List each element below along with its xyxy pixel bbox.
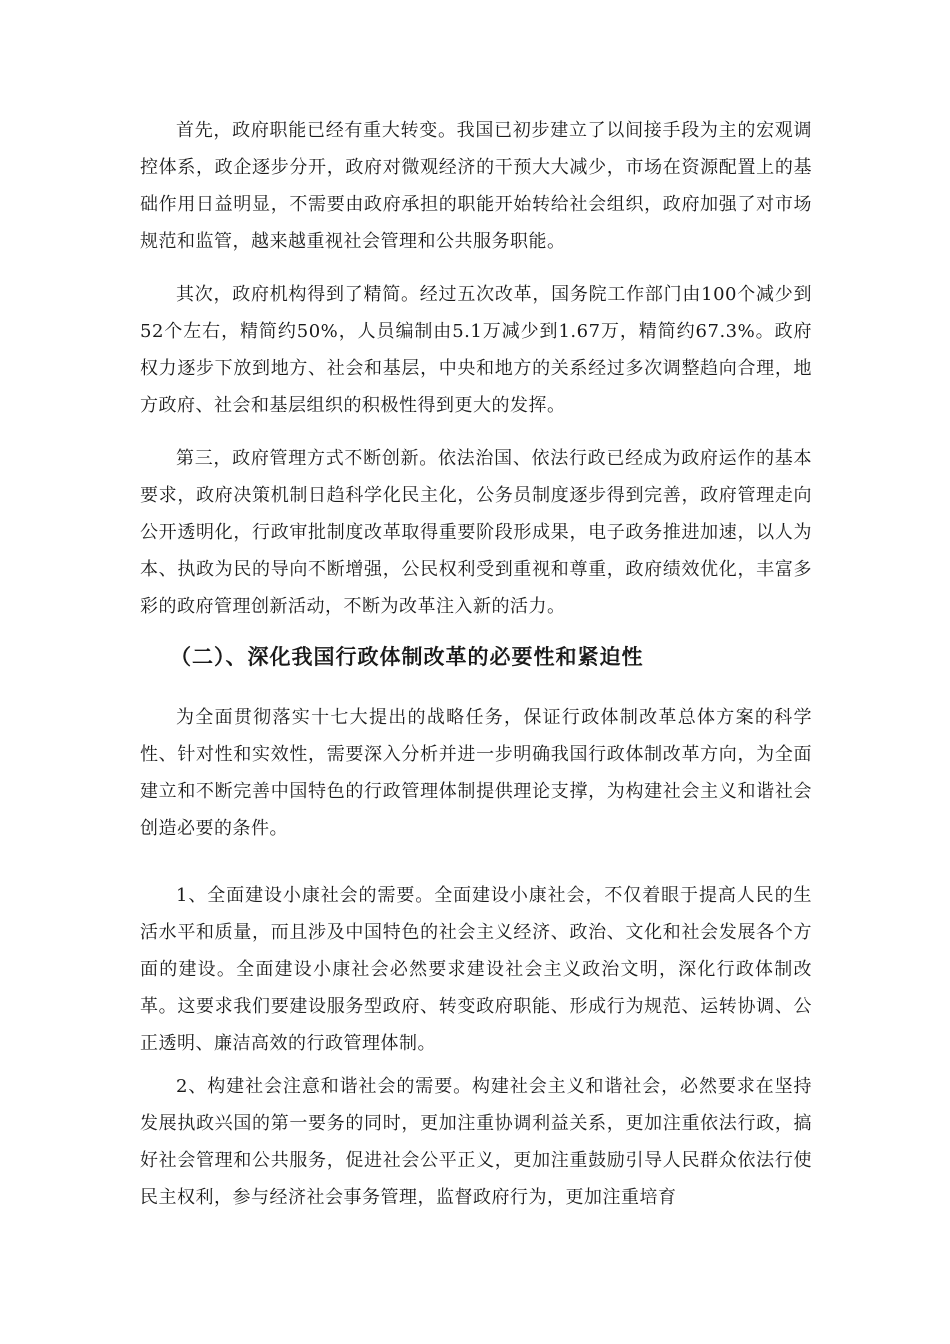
paragraph-point-2: 2、构建社会注意和谐社会的需要。构建社会主义和谐社会，必然要求在坚持发展执政兴国的第一要务的同时，更加注重协调利益关系，更加注重依法行政，搞好社会管理和公共服务，促进社会公平正义，更加注重鼓励引导人民群众依法行使民主权利，参与经济社会事务管理，监督政府行为，更加注重培育 <box>140 1076 812 1208</box>
section-heading: （二）、深化我国行政体制改革的必要性和紧迫性 <box>170 644 644 669</box>
paragraph-government-functions: 首先，政府职能已经有重大转变。我国已初步建立了以间接手段为主的宏观调控体系，政企逐步分开，政府对微观经济的干预大大减少，市场在资源配置上的基础作用日益明显，不需要由政府承担的职能开始转给社会组织，政府加强了对市场规范和监管，越来越重视社会管理和公共服务职能。 <box>140 120 812 252</box>
paragraph-point-1: 1、全面建设小康社会的需要。全面建设小康社会，不仅着眼于提高人民的生活水平和质量，而且涉及中国特色的社会主义经济、政治、文化和社会发展各个方面的建设。全面建设小康社会必然要求建设社会主义政治文明，深化行政体制改革。这要求我们要建设服务型政府、转变政府职能、形成行为规范、运转协调、公正透明、廉洁高效的行政管理体制。 <box>140 885 812 1054</box>
paragraph-government-streamlining: 其次，政府机构得到了精简。经过五次改革，国务院工作部门由100个减少到52个左右，精简约50%，人员编制由5.1万减少到1.67万，精简约67.3%。政府权力逐步下放到地方、社会和基层，中央和地方的关系经过多次调整趋向合理，地方政府、社会和基层组织的积极性得到更大的发挥。 <box>140 284 812 416</box>
paragraph-section-intro: 为全面贯彻落实十七大提出的战略任务，保证行政体制改革总体方案的科学性、针对性和实效性，需要深入分析并进一步明确我国行政体制改革方向，为全面建立和不断完善中国特色的行政管理体制提供理论支撑，为构建社会主义和谐社会创造必要的条件。 <box>140 707 812 839</box>
document-page <box>140 112 812 1216</box>
paragraph-management-innovation: 第三，政府管理方式不断创新。依法治国、依法行政已经成为政府运作的基本要求，政府决策机制日趋科学化民主化，公务员制度逐步得到完善，政府管理走向公开透明化，行政审批制度改革取得重要阶段形成果，电子政务推进加速，以人为本、执政为民的导向不断增强，公民权利受到重视和尊重，政府绩效优化，丰富多彩的政府管理创新活动，不断为改革注入新的活力。 <box>140 448 812 617</box>
